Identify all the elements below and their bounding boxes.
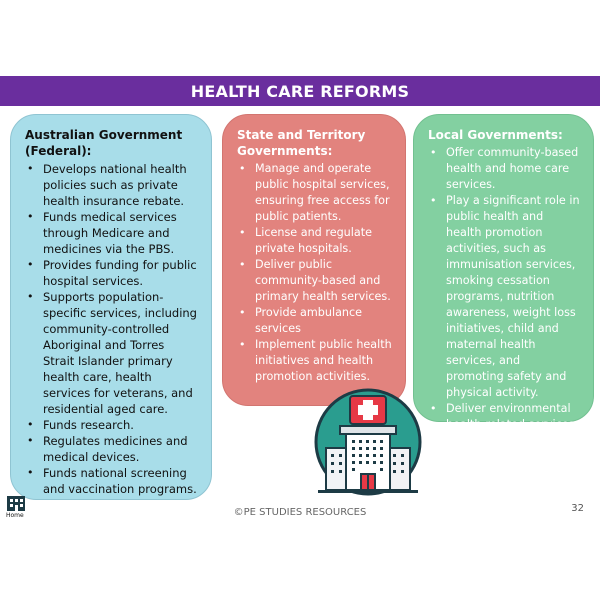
list-item: • Develops national health policies such as private health insurance rebate. <box>27 162 187 208</box>
list-item: • Funds medical services through Medicare and medicines via the PBS. <box>27 210 177 256</box>
list-item: • License and regulate private hospitals. <box>239 226 372 255</box>
state-heading: State and Territory Governments: <box>237 128 366 158</box>
title-banner <box>0 76 600 106</box>
local-heading: Local Governments: <box>428 128 563 142</box>
list-item: • Play a significant role in public health and health promotion activities, such as immunisation services, smoking cessation programs, nutrition awareness, weight loss initiatives, child and maternal health services, and promoting safety and physical activity. <box>430 194 580 399</box>
list-item: • Funds national screening and vaccination programs. <box>27 466 197 496</box>
federal-heading: Australian Government (Federal): <box>25 128 183 158</box>
list-item: • Supports population-specific services, including community-controlled Aboriginal and Torres Strait Islander primary health care, health services for veterans, and residential aged care. <box>27 290 197 416</box>
list-item: • Offer community-based health and home care services. <box>430 146 579 191</box>
list-item: • Funds research. <box>27 418 134 432</box>
list-item: • Manage and operate public hospital services, ensuring free access for public patients. <box>239 162 390 223</box>
state-list <box>237 161 393 385</box>
copyright-footer: ©PE STUDIES RESOURCES <box>233 507 367 518</box>
home-label: Home <box>6 512 24 519</box>
local-government-panel <box>413 114 594 431</box>
list-item: • Provide ambulance services <box>239 306 363 335</box>
list-item: • Provides funding for public hospital services. <box>27 258 197 288</box>
federal-government-panel <box>10 114 212 500</box>
local-list <box>428 145 581 433</box>
hospital-icon <box>312 386 424 504</box>
page-number: 32 <box>571 503 584 514</box>
list-item: • Implement public health initiatives and health promotion activities. <box>239 338 392 383</box>
state-government-panel <box>222 114 406 406</box>
slide-title: HEALTH CARE REFORMS <box>190 81 410 101</box>
list-item: • Deliver environmental health-related services. <box>430 402 579 431</box>
list-item: • Deliver public community-based and primary health services. <box>239 258 391 303</box>
list-item: • Regulates medicines and medical devices. <box>27 434 188 464</box>
federal-list <box>25 161 199 497</box>
